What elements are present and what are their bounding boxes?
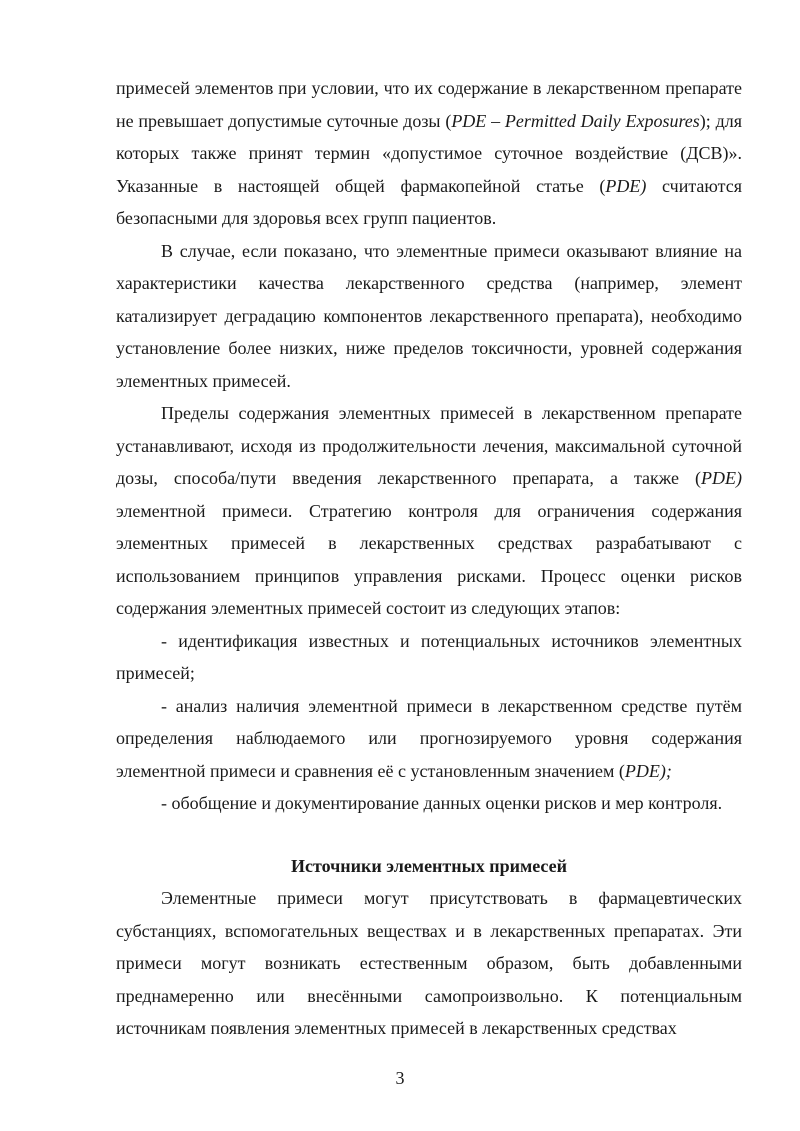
list-item-analysis: [116, 690, 742, 788]
paragraph-pde-intro: [116, 72, 742, 235]
italic-term: PDE – Permitted Daily Exposures: [451, 110, 700, 131]
text-run: примесей элементов при условии, что их содержание в лекарственном препарате не превышает допустимые суточные дозы (: [116, 78, 742, 131]
paragraph-sources: Элементные примеси могут присутствовать в фармацевтических субстанциях, вспомогательных веществах и в лекарственных препаратах. Эти примеси могут возникать естественным образом, быть добавленными преднамеренно или внесёнными самопроизвольно. К потенциальным источникам появления элементных примесей в лекарственных средствах: [116, 888, 742, 1038]
document-page: [116, 72, 742, 1045]
italic-term: PDE): [605, 175, 647, 196]
text-run: элементной примеси. Стратегию контроля для ограничения содержания элементных примесей в лекарственных средствах разрабатывают с использованием принципов управления рисками. Процесс оценки рисков содержания элементных примесей состоит из следующих этапов:: [116, 500, 742, 618]
list-item-documentation: - обобщение и документирование данных оценки рисков и мер контроля.: [161, 793, 723, 813]
text-run: Пределы содержания элементных примесей в лекарственном препарате устанавливают, исходя из продолжительности лечения, максимальной суточной дозы, способа/пути введения лекарственного препарата, а также (: [116, 403, 742, 488]
page-number: 3: [395, 1068, 405, 1088]
italic-term: PDE);: [624, 760, 672, 781]
section-heading: Источники элементных примесей: [291, 855, 567, 876]
list-item-identification: - идентификация известных и потенциальных источников элементных примесей;: [116, 630, 742, 683]
paragraph-quality-impact: В случае, если показано, что элементные примеси оказывают влияние на характеристики качества лекарственного средства (например, элемент катализирует деградацию компонентов лекарственного препарата), необходимо установление более низких, ниже пределов токсичности, уровней содержания элементных примесей.: [116, 240, 742, 391]
text-run: ); для которых также принят термин «допустимое суточное воздействие (ДСВ)». Указанные в настоящей общей фармакопейной статье (: [116, 110, 742, 196]
text-run: - анализ наличия элементной примеси в лекарственном средстве путём определения наблюдаемого или прогнозируемого уровня содержания элементной примеси и сравнения её с установленным значением (: [116, 695, 742, 781]
paragraph-limits: [116, 397, 742, 625]
text-run: считаются безопасными для здоровья всех групп пациентов.: [116, 175, 742, 228]
italic-term: PDE): [701, 468, 742, 488]
